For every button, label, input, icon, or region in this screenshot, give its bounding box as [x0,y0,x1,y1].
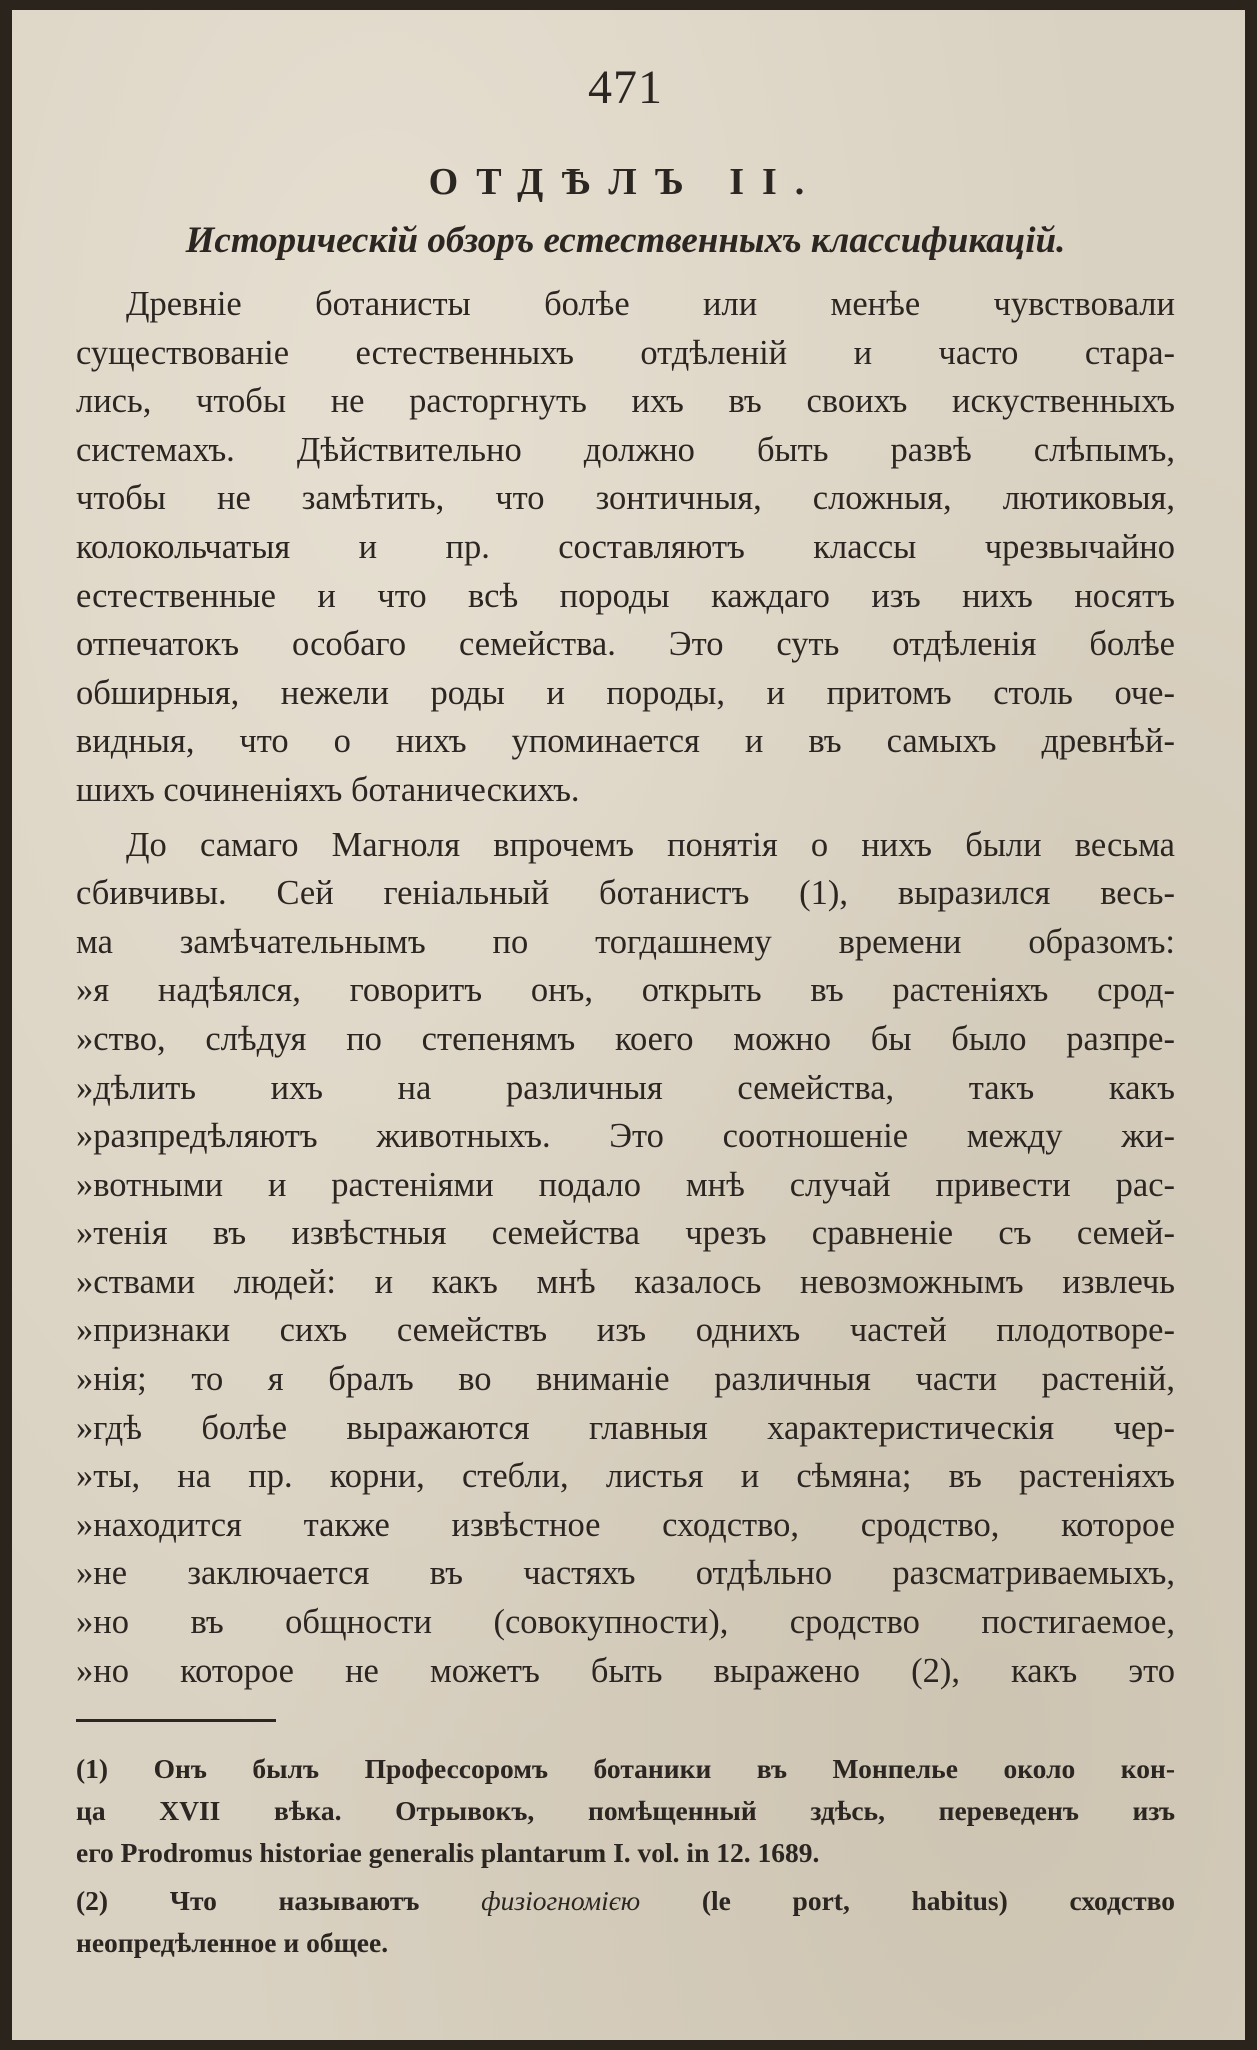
footnote-line [76,1880,1175,1922]
text-line: »ты, на пр. корни, стебли, листья и сѣмяна; въ растеніяхъ [76,1457,1175,1496]
footnote-divider [76,1719,276,1722]
text-line: »нія; то я бралъ во вниманіе различныя части растеній, [76,1360,1175,1399]
text-line: системахъ. Дѣйствительно должно быть развѣ слѣпымъ, [76,430,1175,469]
text-line: »ство, слѣдуя по степенямъ коего можно бы было разпре- [76,1019,1175,1058]
text-line: »ствами людей: и какъ мнѣ казалось невозможнымъ извлечь [76,1262,1175,1301]
text-line: видныя, что о нихъ упоминается и въ самыхъ древнѣй- [76,722,1175,761]
footnote-line: неопредѣленное и общее. [76,1927,389,1959]
text-line: »находится также извѣстное сходство, сродство, которое [76,1505,1175,1544]
text-line: лись, чтобы не расторгнуть ихъ въ своихъ искуственныхъ [76,382,1175,421]
footnote-text: Что называютъ [169,1885,420,1917]
footnote-line: ца XVII вѣка. Отрывокъ, помѣщенный здѣсь, переведенъ изъ [76,1795,1175,1827]
footnote-text: (le port, habitus) сходство [701,1885,1175,1917]
section-heading: ОТДѢЛЪ II. [428,161,823,203]
text-line: колокольчатыя и пр. составляютъ классы чрезвычайно [76,527,1175,566]
text-line: »разпредѣляютъ животныхъ. Это соотношеніе между жи- [76,1117,1175,1156]
book-page [12,10,1245,2040]
text-line: »но въ общности (совокупности), сродство постигаемое, [76,1603,1175,1642]
text-line: »тенія въ извѣстныя семейства чрезъ сравненіе съ семей- [76,1214,1175,1253]
text-line: Древніе ботанисты болѣе или менѣе чувствовали [126,285,1175,323]
text-line: шихъ сочиненіяхъ ботаническихъ. [76,770,580,809]
text-line: »гдѣ болѣе выражаются главныя характеристическія чер- [76,1408,1175,1447]
paragraph-2 [76,821,1175,1696]
text-line: ма замѣчательнымъ по тогдашнему времени образомъ: [76,922,1175,961]
text-line: До самаго Магноля впрочемъ понятія о нихъ были весьма [126,825,1175,864]
text-line: »признаки сихъ семействъ изъ однихъ частей плодотворе- [76,1311,1175,1350]
footnote-marker: (1) [76,1753,109,1785]
text-line: естественные и что всѣ породы каждаго изъ нихъ носятъ [76,576,1175,615]
text-line: чтобы не замѣтить, что зонтичныя, сложныя, лютиковыя, [76,479,1175,518]
footnote-line: его Prodromus historiae generalis plantarum I. vol. in 12. 1689. [76,1837,820,1869]
footnote-text: Онъ былъ Профессоромъ ботаники въ Монпелье около кон- [153,1753,1175,1785]
text-line: существованіе естественныхъ отдѣленій и часто стара- [76,333,1175,372]
text-line: »но которое не можетъ быть выражено (2), какъ это [76,1651,1175,1690]
footnote-italic-term: физіогномією [481,1885,641,1917]
text-line: »я надѣялся, говоритъ онъ, открыть въ растеніяхъ срод- [76,971,1175,1010]
footnote-2 [76,1880,1175,1964]
text-line: »дѣлить ихъ на различныя семейства, такъ какъ [76,1068,1175,1107]
text-line: »не заключается въ частяхъ отдѣльно разсматриваемыхъ, [76,1554,1175,1593]
footnote-line [76,1748,1175,1790]
paragraph-1 [76,280,1175,815]
text-line: »вотными и растеніями подало мнѣ случай привести рас- [76,1165,1175,1204]
text-line: сбивчивы. Сей геніальный ботанистъ (1), выразился весь- [76,874,1175,913]
section-subtitle: Историческій обзоръ естественныхъ классификацій. [185,220,1066,261]
text-line: обширныя, нежели роды и породы, и притомъ столь оче- [76,673,1175,712]
page-number: 471 [588,61,663,114]
footnote-marker: (2) [76,1885,109,1917]
text-line: отпечатокъ особаго семейства. Это суть отдѣленія болѣе [76,625,1175,664]
footnote-1 [76,1748,1175,1874]
